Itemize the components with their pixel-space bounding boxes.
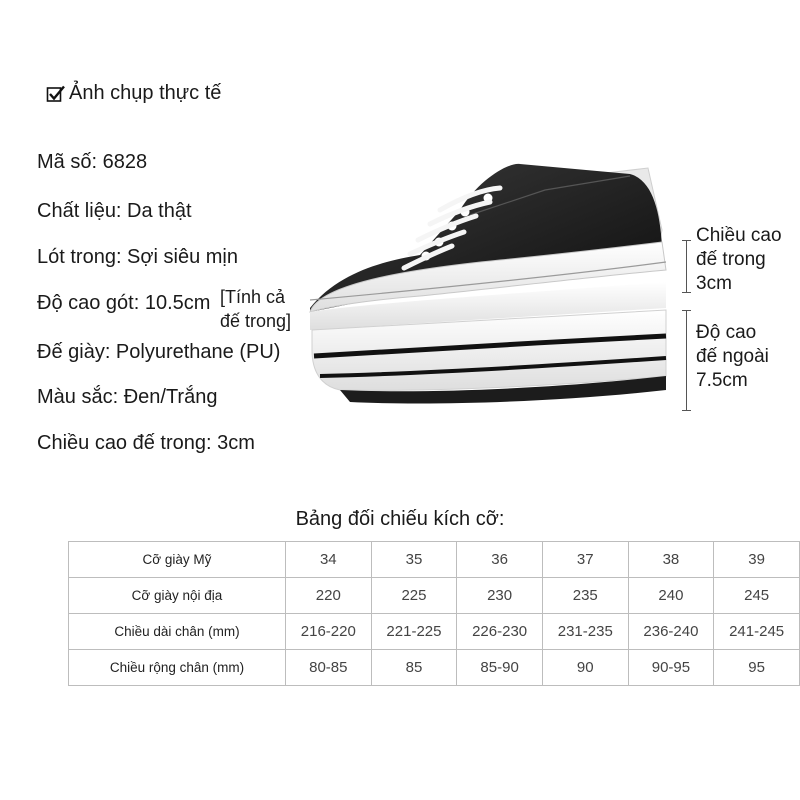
outer-sole-label-line-1: Độ cao — [696, 322, 757, 343]
spec-sole: Đế giày: Polyurethane (PU) — [37, 341, 281, 363]
spec-lining: Lót trong: Sợi siêu mịn — [37, 246, 238, 268]
outer-sole-label-value: 7.5cm — [696, 370, 748, 391]
inner-sole-top-tick — [682, 240, 691, 241]
outer-sole-top-tick — [682, 310, 691, 311]
inner-sole-label-value: 3cm — [696, 273, 732, 294]
outer-sole-dimension-line — [686, 310, 687, 410]
table-cell: 35 — [371, 542, 457, 578]
shoe-photo — [300, 150, 680, 440]
heel-note-line-2: đế trong] — [220, 311, 292, 331]
row-header: Cỡ giày nội địa — [69, 578, 286, 614]
table-row — [69, 614, 800, 650]
table-cell: 85-90 — [457, 650, 543, 686]
table-cell: 241-245 — [714, 614, 800, 650]
table-cell: 36 — [457, 542, 543, 578]
row-header: Cỡ giày Mỹ — [69, 542, 286, 578]
table-cell: 37 — [542, 542, 628, 578]
inner-sole-label-line-2: đế trong — [696, 249, 766, 270]
real-photo-heading — [46, 82, 221, 105]
table-cell: 80-85 — [285, 650, 371, 686]
table-cell: 220 — [285, 578, 371, 614]
row-header: Chiều rộng chân (mm) — [69, 650, 286, 686]
row-header: Chiều dài chân (mm) — [69, 614, 286, 650]
table-cell: 90 — [542, 650, 628, 686]
table-cell: 236-240 — [628, 614, 714, 650]
table-row — [69, 650, 800, 686]
checkbox-checked-icon — [46, 84, 66, 104]
table-cell: 34 — [285, 542, 371, 578]
size-chart-title: Bảng đối chiếu kích cỡ: — [295, 508, 505, 530]
table-cell: 38 — [628, 542, 714, 578]
spec-color: Màu sắc: Đen/Trắng — [37, 386, 218, 408]
outer-sole-dimension-label — [696, 321, 769, 393]
spec-material: Chất liệu: Da thật — [37, 200, 192, 222]
table-cell: 90-95 — [628, 650, 714, 686]
inner-sole-dimension-line — [686, 240, 687, 292]
table-cell: 221-225 — [371, 614, 457, 650]
heel-height-note — [220, 285, 291, 333]
table-cell: 231-235 — [542, 614, 628, 650]
real-photo-label: Ảnh chụp thực tế — [69, 82, 222, 104]
outer-sole-bottom-tick — [682, 410, 691, 411]
inner-sole-dimension-label — [696, 224, 782, 296]
inner-sole-bottom-tick — [682, 292, 691, 293]
heel-note-line-1: [Tính cả — [220, 287, 286, 307]
table-row — [69, 578, 800, 614]
table-cell: 225 — [371, 578, 457, 614]
table-cell: 226-230 — [457, 614, 543, 650]
table-row — [69, 542, 800, 578]
table-cell: 240 — [628, 578, 714, 614]
table-cell: 245 — [714, 578, 800, 614]
size-chart-table — [68, 541, 800, 686]
inner-sole-label-line-1: Chiều cao — [696, 225, 782, 246]
table-cell: 235 — [542, 578, 628, 614]
spec-insole-height: Chiều cao đế trong: 3cm — [37, 432, 255, 454]
table-cell: 39 — [714, 542, 800, 578]
spec-heel-height: Độ cao gót: 10.5cm — [37, 292, 211, 314]
table-cell: 216-220 — [285, 614, 371, 650]
spec-model-code: Mã số: 6828 — [37, 151, 148, 173]
outer-sole-label-line-2: đế ngoài — [696, 346, 769, 367]
table-cell: 85 — [371, 650, 457, 686]
table-cell: 95 — [714, 650, 800, 686]
table-cell: 230 — [457, 578, 543, 614]
